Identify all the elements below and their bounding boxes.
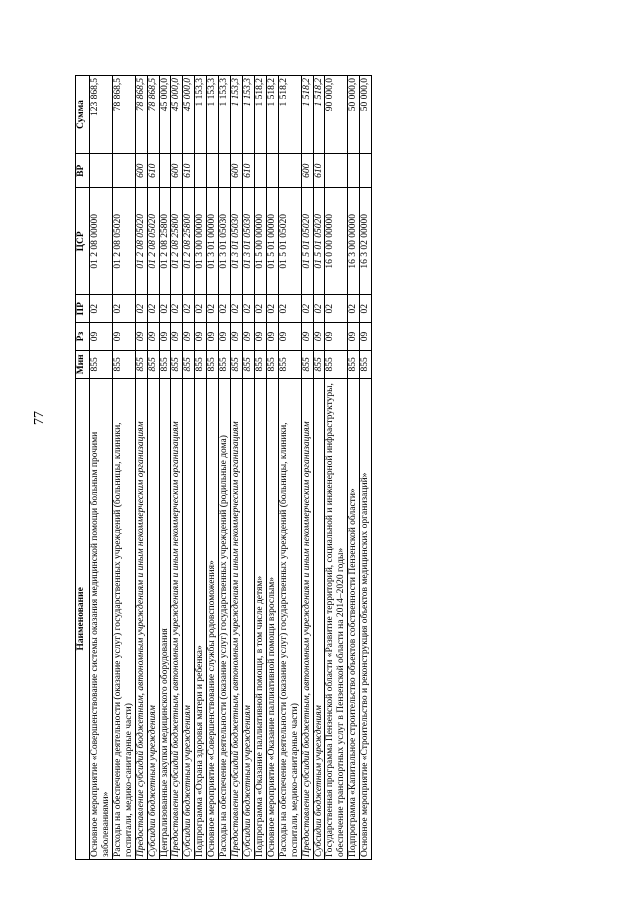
row-rz: 09 [242, 323, 254, 351]
row-rz: 09 [348, 323, 360, 351]
table-row [313, 76, 325, 860]
row-csr: 16 3 00 00000 [348, 188, 360, 295]
row-name: Подпрограмма «Оказание паллиативной помощи, в том числе детям» [254, 378, 266, 859]
row-pr: 02 [90, 295, 113, 323]
row-pr: 02 [231, 295, 243, 323]
row-rz: 09 [112, 323, 135, 351]
row-min: 855 [159, 350, 171, 378]
header-vr: ВР [76, 154, 90, 188]
row-min: 855 [360, 350, 372, 378]
row-min: 855 [135, 350, 147, 378]
row-name: Субсидии бюджетным учреждениям [147, 378, 159, 859]
row-sum: 50 000,0 [360, 76, 372, 154]
row-vr: 610 [147, 154, 159, 188]
row-min: 855 [278, 350, 301, 378]
row-vr [195, 154, 207, 188]
row-rz: 09 [313, 323, 325, 351]
row-min: 855 [171, 350, 183, 378]
row-pr: 02 [360, 295, 372, 323]
row-name: Подпрограмма «Капитальное строительство объектов собственности Пензенской области» [348, 378, 360, 859]
row-csr: 01 2 08 05020 [135, 188, 147, 295]
row-vr: 610 [242, 154, 254, 188]
row-vr [112, 154, 135, 188]
row-sum: 50 000,0 [348, 76, 360, 154]
row-name: Субсидии бюджетным учреждениям [183, 378, 195, 859]
row-sum: 1 518,2 [301, 76, 313, 154]
row-name: Предоставление субсидий бюджетным, автономным учреждениям и иным некоммерческим организациям [171, 378, 183, 859]
table-header-row [76, 76, 90, 860]
row-min: 855 [325, 350, 348, 378]
row-pr: 02 [313, 295, 325, 323]
row-sum: 1 153,3 [219, 76, 231, 154]
row-csr: 01 2 08 25800 [159, 188, 171, 295]
row-sum: 1 153,3 [231, 76, 243, 154]
row-pr: 02 [112, 295, 135, 323]
row-rz: 09 [360, 323, 372, 351]
row-vr [360, 154, 372, 188]
row-rz: 09 [195, 323, 207, 351]
row-sum: 1 518,2 [266, 76, 278, 154]
row-name: Основное мероприятие «Совершенствование системы оказания медицинской помощи больным прочими заболеваниями» [90, 378, 113, 859]
row-vr: 610 [183, 154, 195, 188]
row-sum: 90 000,0 [325, 76, 348, 154]
row-sum: 1 153,3 [207, 76, 219, 154]
row-rz: 09 [159, 323, 171, 351]
page-number: 77 [32, 411, 47, 425]
row-name: Расходы на обеспечение деятельности (оказание услуг) государственных учреждений (больницы, клиники, госпитали, медико-санитарные части) [112, 378, 135, 859]
table-row [183, 76, 195, 860]
row-sum: 45 000,0 [159, 76, 171, 154]
row-min: 855 [348, 350, 360, 378]
table-row [159, 76, 171, 860]
table-row [171, 76, 183, 860]
row-pr: 02 [266, 295, 278, 323]
row-csr: 01 5 01 05020 [313, 188, 325, 295]
table-body [90, 76, 372, 860]
row-name: Основное мероприятие «Совершенствование службы родовспоможения» [207, 378, 219, 859]
header-name: Наименование [76, 378, 90, 859]
row-min: 855 [254, 350, 266, 378]
table-row [360, 76, 372, 860]
budget-table [75, 75, 372, 860]
row-vr [278, 154, 301, 188]
row-vr [266, 154, 278, 188]
row-pr: 02 [159, 295, 171, 323]
row-rz: 09 [325, 323, 348, 351]
row-csr: 01 5 01 05020 [301, 188, 313, 295]
row-name: Субсидии бюджетным учреждениям [242, 378, 254, 859]
row-vr [348, 154, 360, 188]
row-vr [159, 154, 171, 188]
row-csr: 01 2 08 00000 [90, 188, 113, 295]
row-sum: 1 518,2 [313, 76, 325, 154]
row-vr: 600 [231, 154, 243, 188]
header-sum: Сумма [76, 76, 90, 154]
row-rz: 09 [90, 323, 113, 351]
row-vr: 610 [313, 154, 325, 188]
row-vr: 600 [301, 154, 313, 188]
table-row [348, 76, 360, 860]
row-vr [325, 154, 348, 188]
table-row [112, 76, 135, 860]
row-min: 855 [112, 350, 135, 378]
row-rz: 09 [171, 323, 183, 351]
table-row [219, 76, 231, 860]
row-csr: 01 5 01 00000 [266, 188, 278, 295]
row-min: 855 [266, 350, 278, 378]
row-csr: 01 2 08 05020 [112, 188, 135, 295]
row-sum: 123 868,5 [90, 76, 113, 154]
row-pr: 02 [195, 295, 207, 323]
row-sum: 1 153,3 [242, 76, 254, 154]
row-min: 855 [242, 350, 254, 378]
row-sum: 78 868,5 [135, 76, 147, 154]
table-row [254, 76, 266, 860]
row-sum: 1 518,2 [278, 76, 301, 154]
row-min: 855 [301, 350, 313, 378]
rotated-page-content [75, 75, 630, 860]
row-sum: 78 868,5 [112, 76, 135, 154]
row-pr: 02 [242, 295, 254, 323]
row-rz: 09 [301, 323, 313, 351]
row-sum: 45 000,0 [171, 76, 183, 154]
table-row [325, 76, 348, 860]
row-pr: 02 [278, 295, 301, 323]
row-csr: 01 3 01 05030 [219, 188, 231, 295]
row-vr [219, 154, 231, 188]
row-pr: 02 [171, 295, 183, 323]
row-min: 855 [147, 350, 159, 378]
table-row [242, 76, 254, 860]
table-row [135, 76, 147, 860]
table-row [278, 76, 301, 860]
row-rz: 09 [231, 323, 243, 351]
row-csr: 01 2 08 25800 [171, 188, 183, 295]
row-vr: 600 [135, 154, 147, 188]
row-csr: 16 3 02 00000 [360, 188, 372, 295]
header-csr: ЦСР [76, 188, 90, 295]
row-name: Централизованные закупки медицинского оборудования [159, 378, 171, 859]
row-min: 855 [231, 350, 243, 378]
header-pr: ПР [76, 295, 90, 323]
row-rz: 09 [183, 323, 195, 351]
table-row [147, 76, 159, 860]
table-row [195, 76, 207, 860]
row-pr: 02 [183, 295, 195, 323]
table-row [231, 76, 243, 860]
row-name: Расходы на обеспечение деятельности (оказание услуг) государственных учреждений (больницы, клиники, госпитали, медико-санитарные части) [278, 378, 301, 859]
row-name: Государственная программа Пензенской области «Развитие территорий, социальной и инженерной инфраструктуры, обеспечение транспортных услуг в Пензенской области на 2014–2020 годы» [325, 378, 348, 859]
row-name: Подпрограмма «Охрана здоровья матери и ребенка» [195, 378, 207, 859]
row-rz: 09 [147, 323, 159, 351]
row-name: Субсидии бюджетным учреждениям [313, 378, 325, 859]
row-pr: 02 [254, 295, 266, 323]
row-vr [254, 154, 266, 188]
row-name: Расходы на обеспечение деятельности (оказание услуг) государственных учреждений (родильные дома) [219, 378, 231, 859]
row-name: Предоставление субсидий бюджетным, автономным учреждениям и иным некоммерческим организациям [301, 378, 313, 859]
table-row [266, 76, 278, 860]
header-rz: Рз [76, 323, 90, 351]
row-min: 855 [207, 350, 219, 378]
row-name: Основное мероприятие «Оказание паллиативной помощи взрослым» [266, 378, 278, 859]
row-rz: 09 [219, 323, 231, 351]
row-pr: 02 [301, 295, 313, 323]
row-csr: 01 3 01 00000 [207, 188, 219, 295]
row-pr: 02 [325, 295, 348, 323]
row-min: 855 [183, 350, 195, 378]
table-row [207, 76, 219, 860]
table-row [90, 76, 113, 860]
row-name: Предоставление субсидий бюджетным, автономным учреждениям и иным некоммерческим организациям [231, 378, 243, 859]
row-sum: 1 153,3 [195, 76, 207, 154]
row-min: 855 [219, 350, 231, 378]
row-sum: 78 868,5 [147, 76, 159, 154]
row-min: 855 [313, 350, 325, 378]
row-rz: 09 [135, 323, 147, 351]
row-csr: 01 2 08 05020 [147, 188, 159, 295]
row-pr: 02 [207, 295, 219, 323]
row-csr: 01 3 00 00000 [195, 188, 207, 295]
row-csr: 01 5 01 05020 [278, 188, 301, 295]
row-pr: 02 [147, 295, 159, 323]
row-min: 855 [90, 350, 113, 378]
table-row [301, 76, 313, 860]
row-name: Основное мероприятие «Строительство и реконструкция объектов медицинских организаций» [360, 378, 372, 859]
row-vr: 600 [171, 154, 183, 188]
row-pr: 02 [348, 295, 360, 323]
row-sum: 45 000,0 [183, 76, 195, 154]
row-pr: 02 [219, 295, 231, 323]
row-pr: 02 [135, 295, 147, 323]
row-rz: 09 [207, 323, 219, 351]
header-min: Мин [76, 350, 90, 378]
row-csr: 01 2 08 25800 [183, 188, 195, 295]
row-csr: 01 3 01 05030 [242, 188, 254, 295]
row-min: 855 [195, 350, 207, 378]
row-sum: 1 518,2 [254, 76, 266, 154]
row-csr: 16 0 00 00000 [325, 188, 348, 295]
row-vr [90, 154, 113, 188]
row-rz: 09 [254, 323, 266, 351]
row-vr [207, 154, 219, 188]
row-name: Предоставление субсидий бюджетным, автономным учреждениям и иным некоммерческим организациям [135, 378, 147, 859]
row-csr: 01 3 01 05030 [231, 188, 243, 295]
row-rz: 09 [266, 323, 278, 351]
row-csr: 01 5 00 00000 [254, 188, 266, 295]
row-rz: 09 [278, 323, 301, 351]
